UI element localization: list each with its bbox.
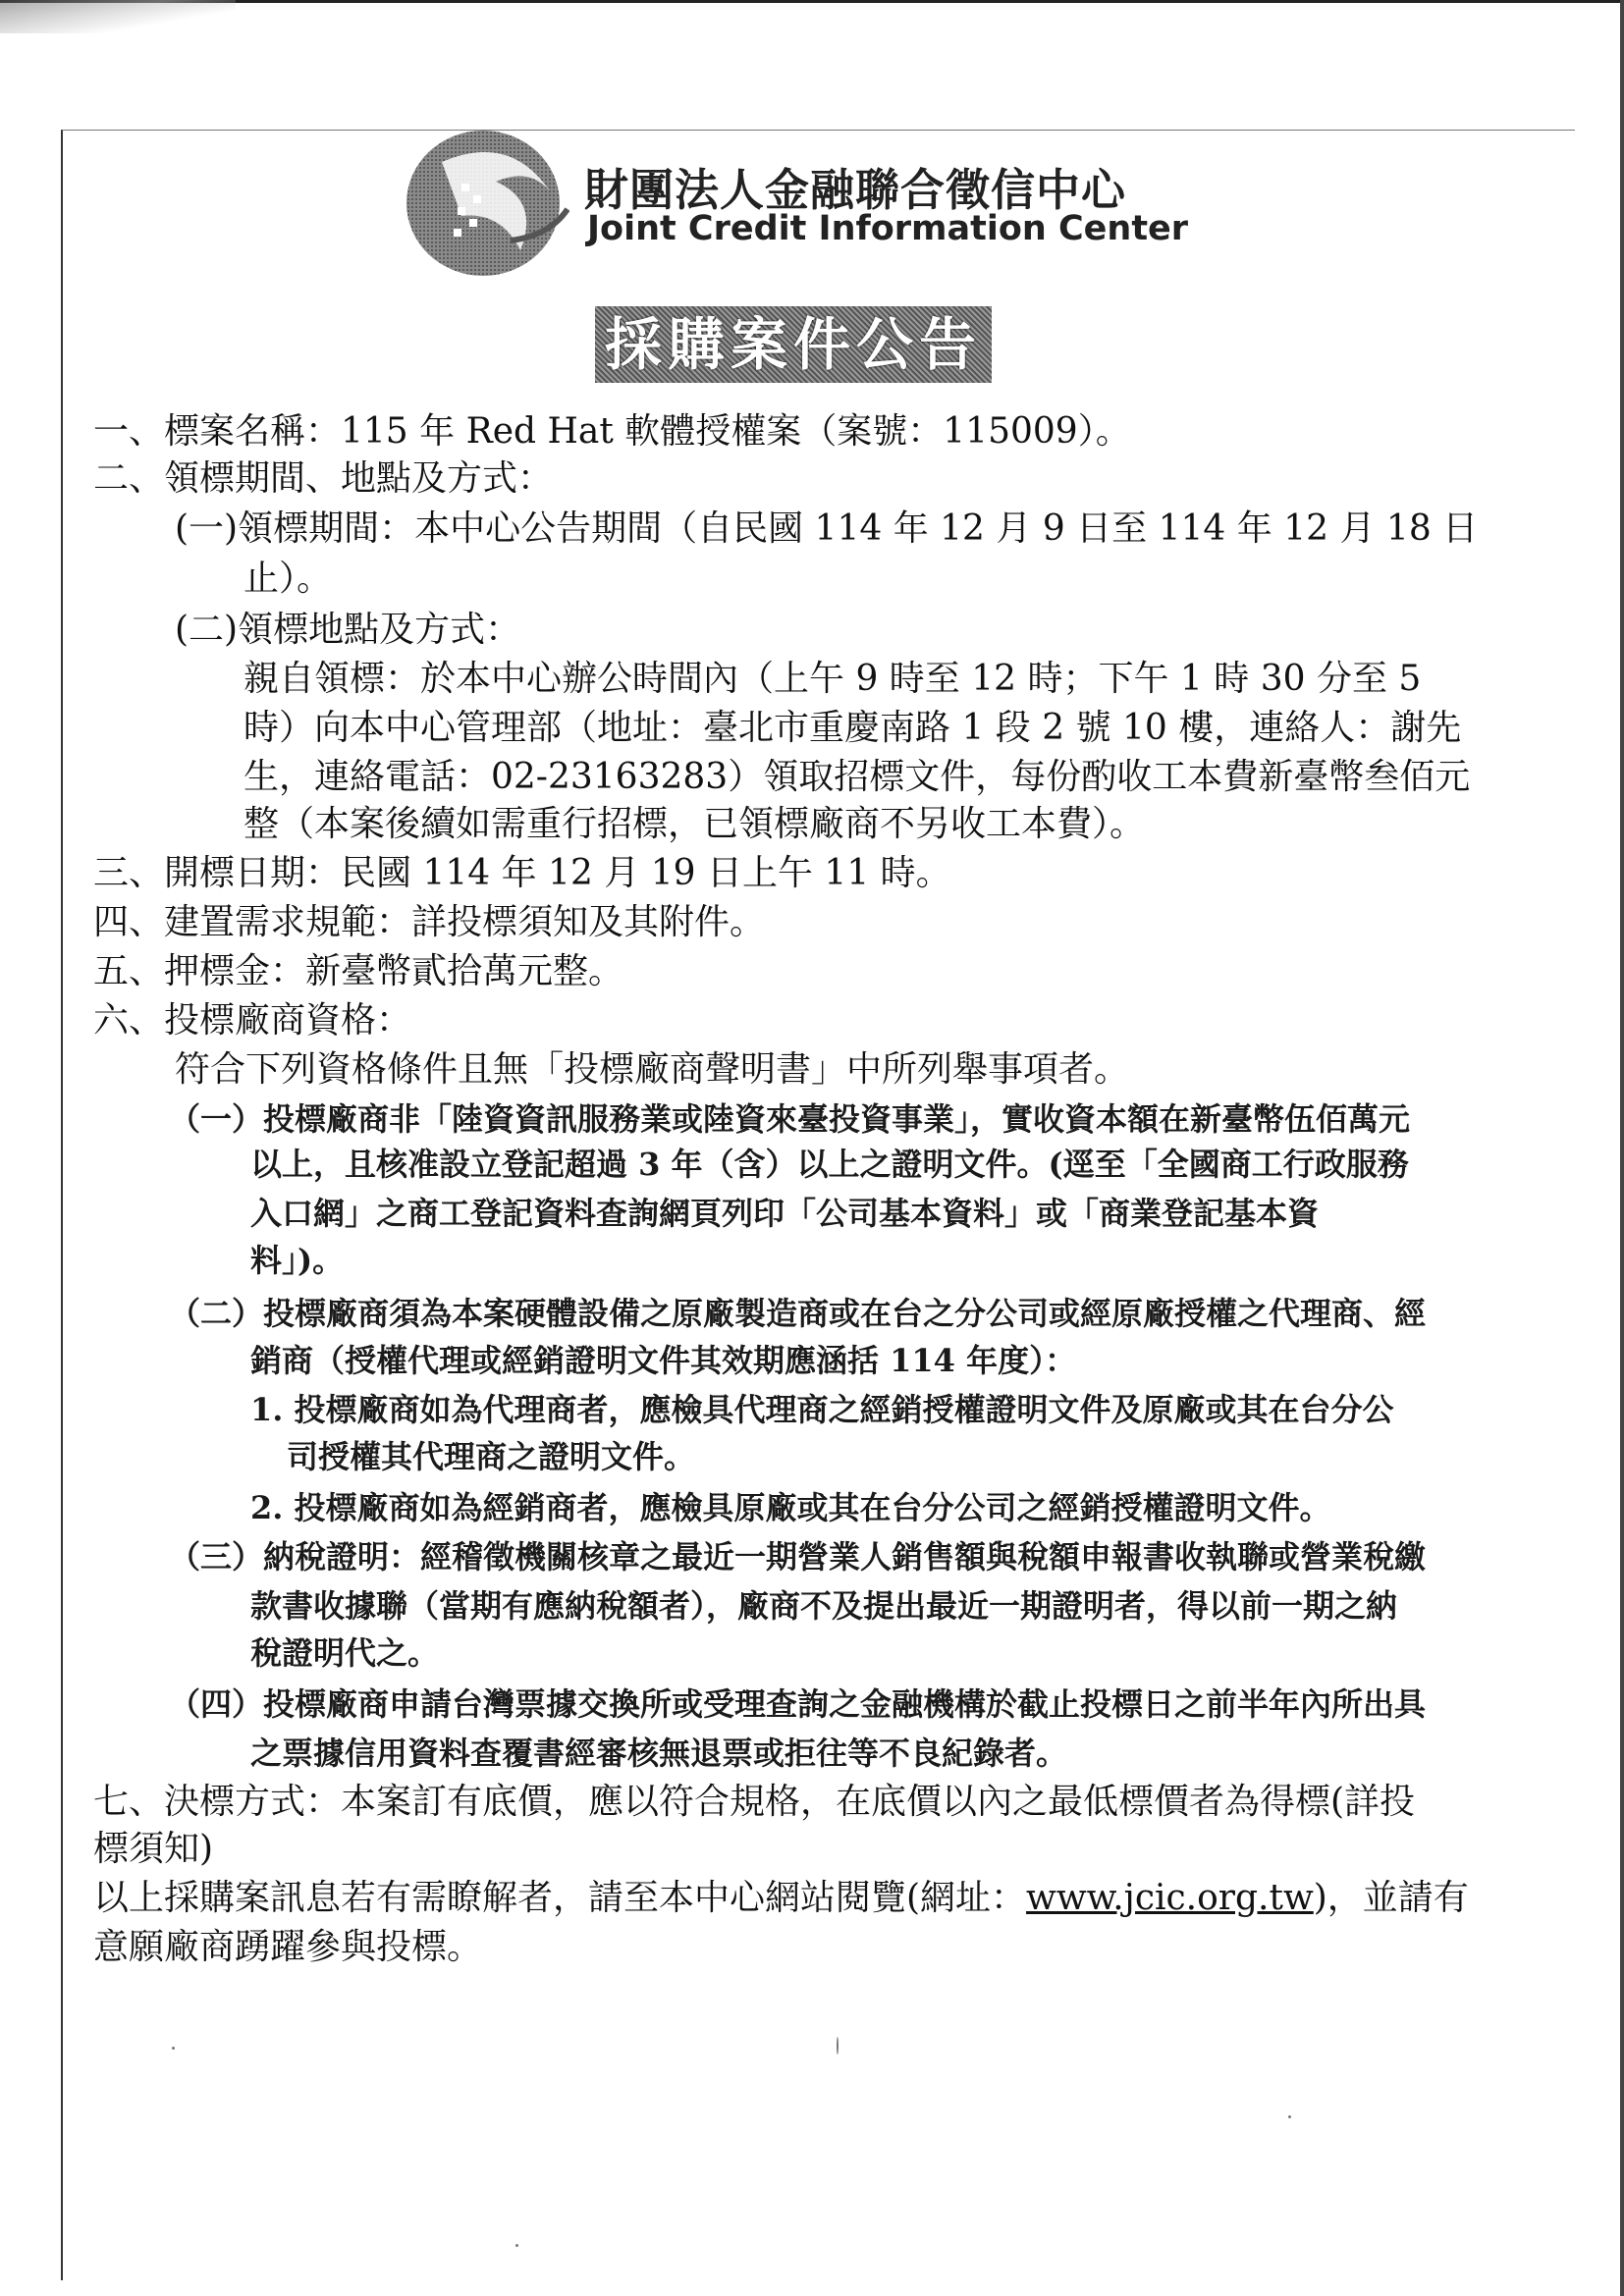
- org-name-english: Joint Credit Information Center: [587, 209, 1189, 248]
- item-2-heading: 二、領標期間、地點及方式：: [93, 458, 554, 499]
- item-6-2-line-2: 銷商（授權代理或經銷證明文件其效期應涵括 114 年度）：: [250, 1342, 1077, 1379]
- item-1-tender-name: 一、標案名稱：115 年 Red Hat 軟體授權案（案號：115009）。: [93, 411, 1131, 452]
- item-2-1-period: (一)領標期間：本中心公告期間（自民國 114 年 12 月 9 日至 114 年 12 月 18 日: [175, 508, 1479, 549]
- item-3-opening-date: 三、開標日期：民國 114 年 12 月 19 日上午 11 時。: [93, 853, 951, 893]
- scan-speck: [1288, 2115, 1291, 2118]
- scan-edge-top: [0, 0, 1624, 3]
- document-title: 採購案件公告: [595, 306, 992, 383]
- scan-speck: [172, 2047, 175, 2050]
- closing-line-2: 意願廠商踴躍參與投標。: [93, 1927, 483, 1967]
- item-2-2-line-1: 親自領標：於本中心辦公時間內（上午 9 時至 12 時；下午 1 時 30 分至 5: [244, 659, 1422, 699]
- item-6-4-line-2: 之票據信用資料查覆書經審核無退票或拒往等不良紀錄者。: [250, 1735, 1068, 1772]
- item-6-3-line-1: （三）納稅證明：經稽徵機關核章之最近一期營業人銷售額與稅額申報書收執聯或營業稅繳: [169, 1538, 1427, 1575]
- item-7-award-method-cont: 標須知): [93, 1829, 214, 1869]
- item-6-3-line-3: 稅證明代之。: [250, 1634, 440, 1672]
- item-2-2-heading: (二)領標地點及方式：: [175, 610, 521, 650]
- item-6-2-line-1: （二）投標廠商須為本案硬體設備之原廠製造商或在台之分公司或經原廠授權之代理商、經: [169, 1295, 1427, 1332]
- org-name-chinese: 財團法人金融聯合徵信中心: [584, 164, 1127, 216]
- closing-text-post: )，並請有: [1313, 1878, 1469, 1918]
- item-6-2-sub-2: 2. 投標廠商如為經銷商者，應檢具原廠或其在台分公司之經銷授權證明文件。: [250, 1489, 1331, 1526]
- jcic-logo-icon: [403, 123, 569, 280]
- letterhead: [403, 123, 1208, 280]
- item-6-intro: 符合下列資格條件且無「投標廠商聲明書」中所列舉事項者。: [175, 1049, 1130, 1090]
- website-link[interactable]: www.jcic.org.tw: [1026, 1878, 1314, 1918]
- item-6-1-line-2: 以上，且核准設立登記超過 3 年（含）以上之證明文件。(逕至「全國商工行政服務: [250, 1146, 1409, 1183]
- scan-edge-right: [1620, 0, 1624, 2296]
- closing-line-1: [93, 1877, 1469, 1920]
- item-6-heading: 六、投標廠商資格：: [93, 1000, 412, 1041]
- scan-speck: [837, 2037, 839, 2055]
- closing-text-pre: 以上採購案訊息若有需瞭解者，請至本中心網站閱覽(網址：: [93, 1878, 1027, 1918]
- item-6-1-line-4: 料」)。: [250, 1242, 345, 1279]
- item-7-award-method: 七、決標方式：本案訂有底價，應以符合規格，在底價以內之最低標價者為得標(詳投: [93, 1782, 1416, 1822]
- scan-speck: [515, 2244, 518, 2247]
- item-2-1-period-cont: 止）。: [244, 559, 333, 599]
- item-6-4-line-1: （四）投標廠商申請台灣票據交換所或受理查詢之金融機構於截止投標日之前半年內所出具: [169, 1685, 1427, 1723]
- item-6-1-line-3: 入口網」之商工登記資料查詢網頁列印「公司基本資料」或「商業登記基本資: [250, 1195, 1320, 1232]
- item-6-1-line-1: （一）投標廠商非「陸資資訊服務業或陸資來臺投資事業」，實收資本額在新臺幣伍佰萬元: [169, 1100, 1411, 1138]
- item-2-2-line-4: 整（本案後續如需重行招標，已領標廠商不另收工本費）。: [244, 804, 1146, 844]
- item-6-3-line-2: 款書收據聯（當期有應納稅額者），廠商不及提出最近一期證明者，得以前一期之納: [250, 1587, 1398, 1625]
- item-2-2-line-2: 時）向本中心管理部（地址：臺北市重慶南路 1 段 2 號 10 樓，連絡人：謝先: [244, 708, 1462, 748]
- item-6-2-sub-1-cont: 司授權其代理商之證明文件。: [287, 1438, 696, 1475]
- scan-corner-shadow: [0, 0, 236, 33]
- item-2-2-line-3: 生，連絡電話：02-23163283）領取招標文件，每份酌收工本費新臺幣叁佰元: [244, 757, 1471, 797]
- item-5-bid-bond: 五、押標金：新臺幣貳拾萬元整。: [93, 951, 624, 991]
- item-6-2-sub-1: 1. 投標廠商如為代理商者，應檢具代理商之經銷授權證明文件及原廠或其在台分公: [250, 1391, 1394, 1428]
- item-4-requirements: 四、建置需求規範：詳投標須知及其附件。: [93, 902, 766, 942]
